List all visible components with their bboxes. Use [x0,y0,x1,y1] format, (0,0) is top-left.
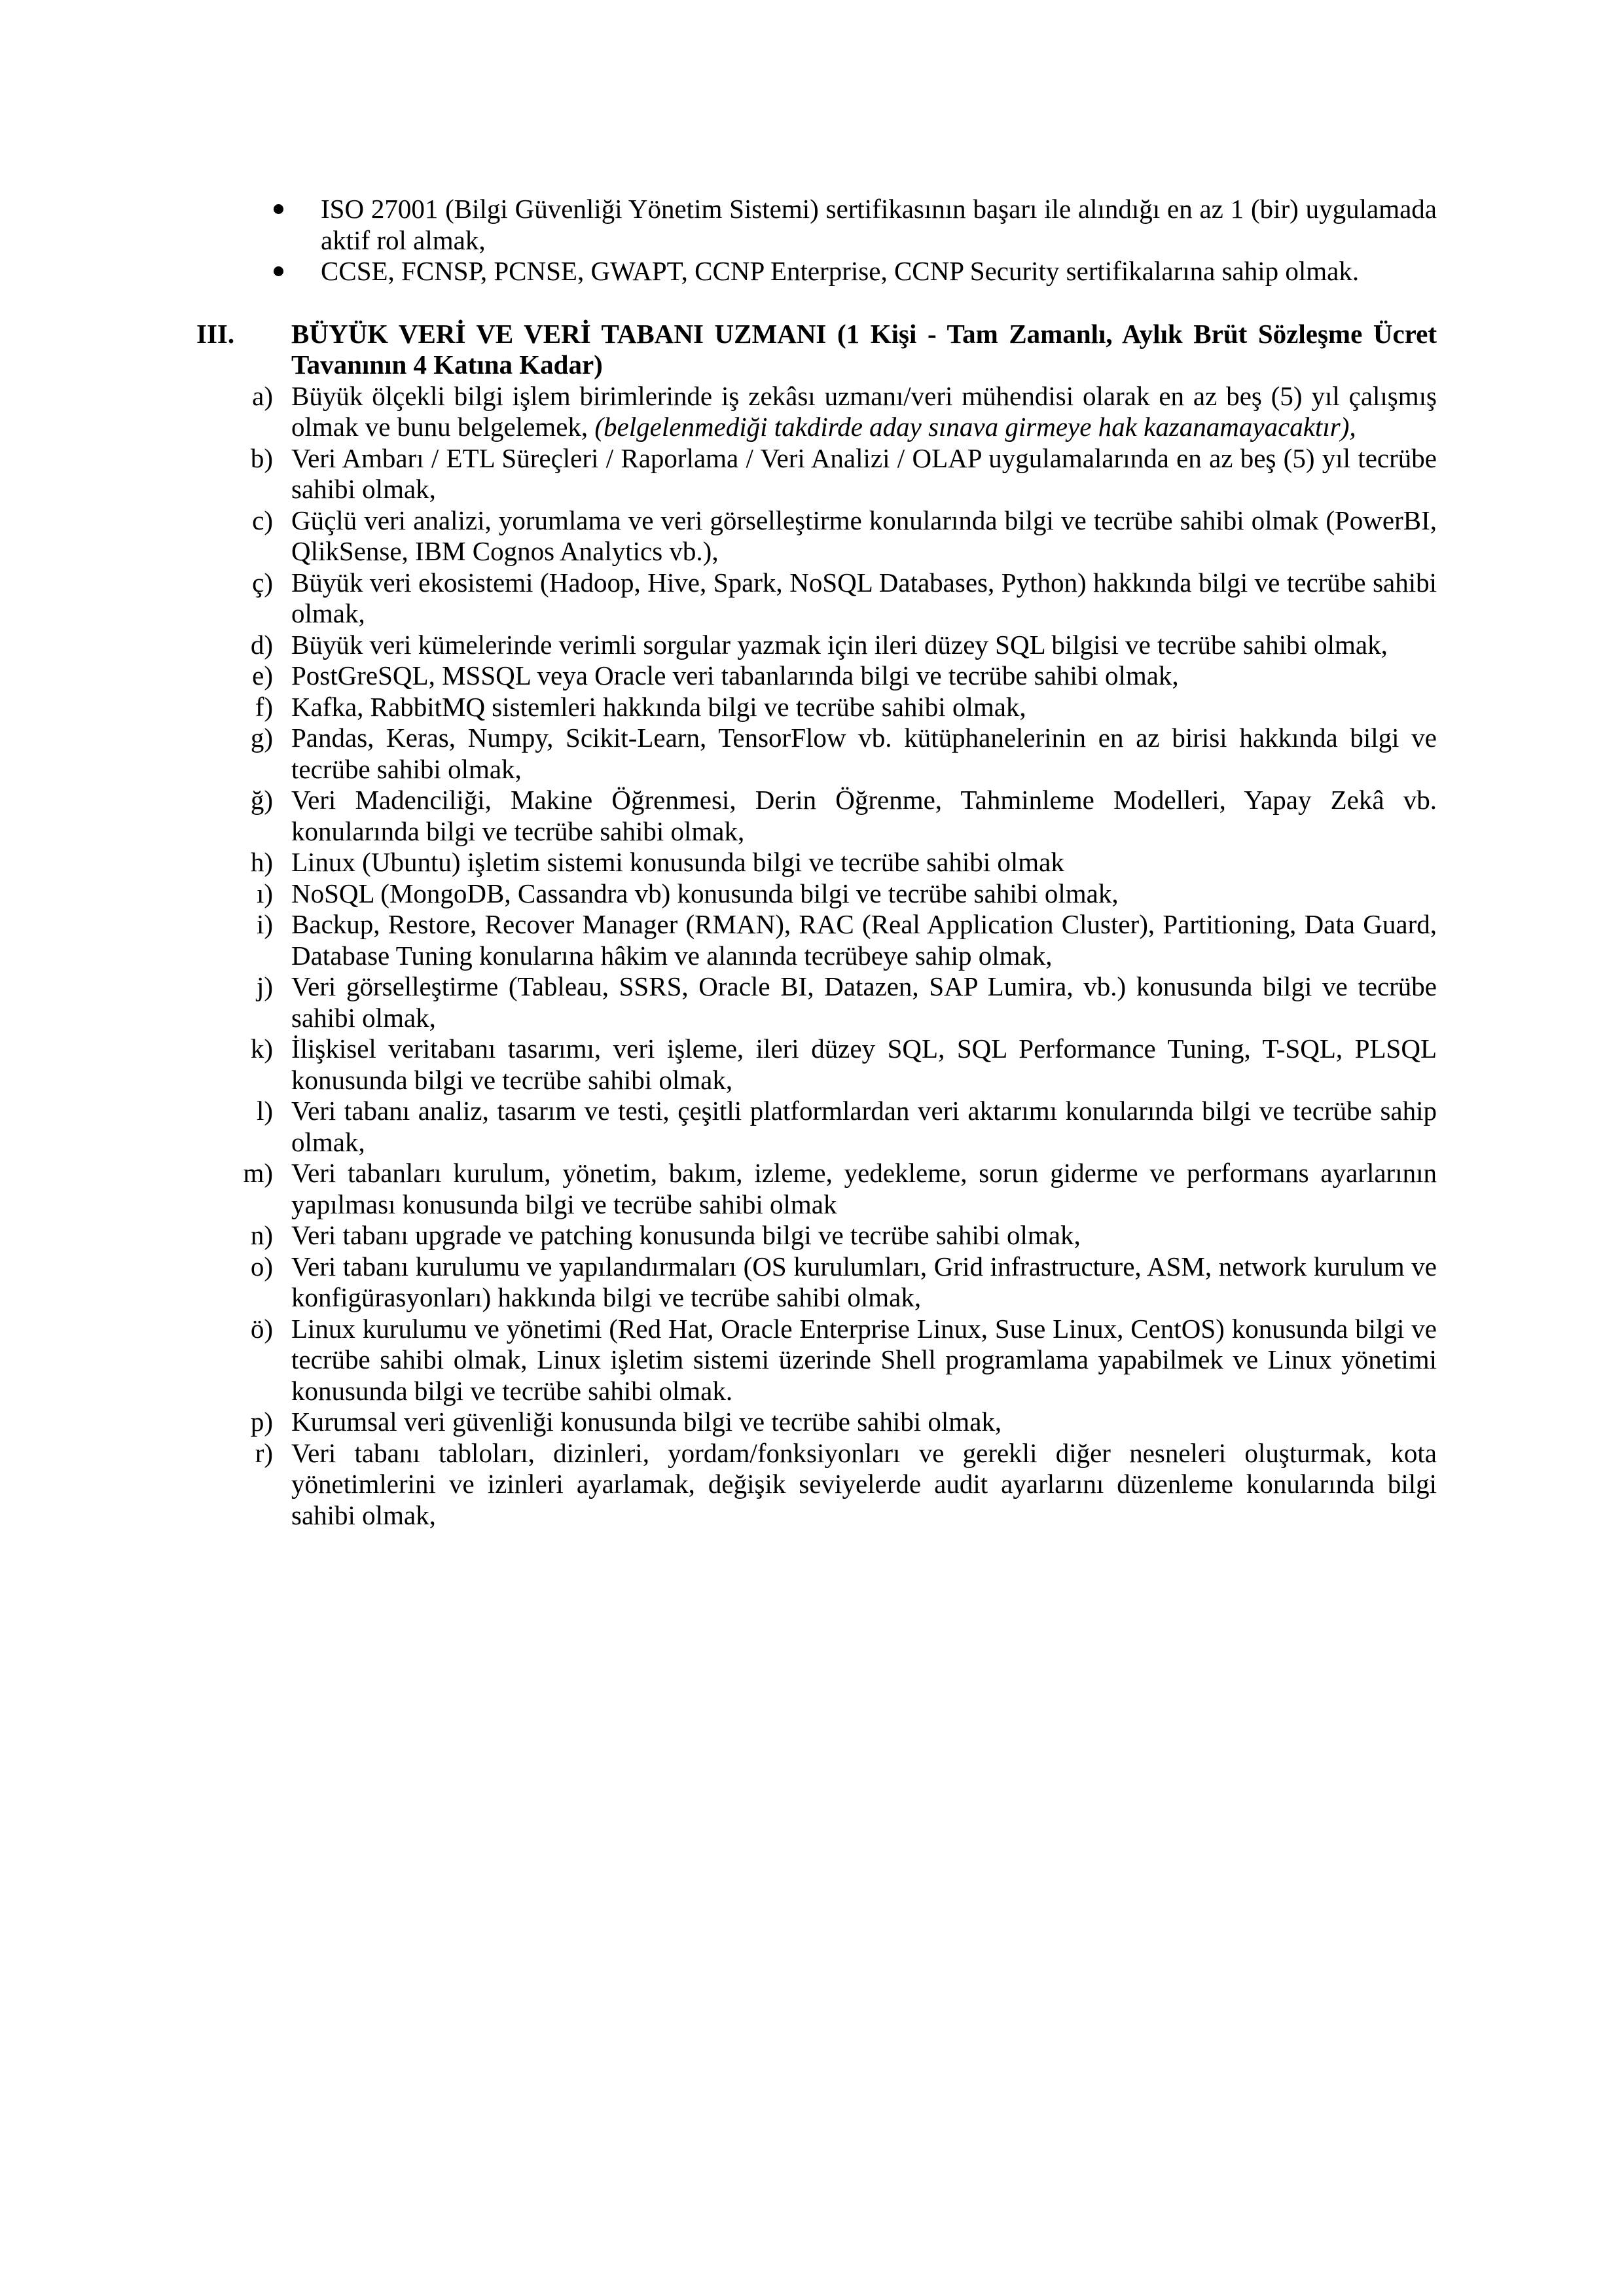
list-item-marker: j) [256,971,273,1001]
list-item-text: PostGreSQL, MSSQL veya Oracle veri tabanlarında bilgi ve tecrübe sahibi olmak, [291,660,1179,691]
list-item-text: Veri tabanları kurulum, yönetim, bakım, izleme, yedekleme, sorun giderme ve performans ayarlarının yapılması konusunda bilgi ve tecrübe sahibi olmak [291,1158,1437,1219]
list-item-marker: ö) [250,1313,273,1344]
list-item-text: Backup, Restore, Recover Manager (RMAN), RAC (Real Application Cluster), Partitioning, Data Guard, Database Tuning konularına hâkim ve alanında tecrübeye sahip olmak, [291,909,1437,971]
list-item-marker: ç) [252,567,273,598]
list-item [196,723,1437,785]
document-content [196,194,1437,1531]
list-item [196,1033,1437,1096]
list-item-marker: k) [250,1033,273,1064]
list-item [196,878,1437,910]
list-item-text: Büyük veri ekosistemi (Hadoop, Hive, Spark, NoSQL Databases, Python) hakkında bilgi ve tecrübe sahibi olmak, [291,567,1437,628]
list-item [196,847,1437,878]
list-item [196,443,1437,505]
list-item-marker: r) [255,1437,273,1468]
list-item [196,971,1437,1033]
list-item-text: Büyük veri kümelerinde verimli sorgular yazmak için ileri düzey SQL bilgisi ve tecrübe sahibi olmak, [291,629,1388,660]
list-item-text: Linux kurulumu ve yönetimi (Red Hat, Oracle Enterprise Linux, Suse Linux, CentOS) konusunda bilgi ve tecrübe sahibi olmak, Linux işletim sistemi üzerinde Shell programlama yapabilmek ve Linux yönetimi konusunda bilgi ve tecrübe sahibi olmak. [291,1313,1437,1406]
list-item-text: Pandas, Keras, Numpy, Scikit-Learn, TensorFlow vb. kütüphanelerinin en az birisi hakkında bilgi ve tecrübe sahibi olmak, [291,723,1437,784]
list-item-text: Veri tabanı kurulumu ve yapılandırmaları (OS kurulumları, Grid infrastructure, ASM, network kurulum ve konfigürasyonları) hakkında bilgi ve tecrübe sahibi olmak, [291,1251,1437,1312]
list-item-marker: ı) [256,878,273,908]
requirements-list [196,381,1437,1532]
list-item-marker: h) [250,847,273,877]
list-item [196,909,1437,971]
bullet-icon [274,204,283,214]
list-item-text: NoSQL (MongoDB, Cassandra vb) konusunda bilgi ve tecrübe sahibi olmak, [291,878,1119,908]
certification-bullet-list [196,194,1437,287]
list-item-text [291,381,1437,443]
list-item-text: Kafka, RabbitMQ sistemleri hakkında bilgi ve tecrübe sahibi olmak, [291,691,1026,722]
list-item-marker: f) [255,691,273,722]
list-item [196,630,1437,661]
list-item [196,1407,1437,1438]
list-item-marker: ğ) [250,785,273,815]
list-item [196,381,1437,443]
list-item-marker: c) [252,505,273,535]
list-item-text: Veri tabanı upgrade ve patching konusunda bilgi ve tecrübe sahibi olmak, [291,1220,1081,1250]
list-item-marker: d) [250,629,273,660]
list-item-text: Kurumsal veri güvenliği konusunda bilgi ve tecrübe sahibi olmak, [291,1407,1002,1437]
list-item [196,194,1437,256]
list-item-marker: b) [250,442,273,473]
list-item [196,692,1437,723]
list-item-marker: n) [250,1220,273,1250]
list-item-text: ISO 27001 (Bilgi Güvenliği Yönetim Sistemi) sertifikasının başarı ile alındığı en az 1 (bir) uygulamada aktif rol almak, [321,194,1437,255]
list-item-marker: e) [252,660,273,691]
list-item [196,785,1437,847]
list-item [196,1438,1437,1532]
list-item-text: Güçlü veri analizi, yorumlama ve veri görselleştirme konularında bilgi ve tecrübe sahibi olmak (PowerBI, QlikSense, IBM Cognos Analytics vb.), [291,505,1437,566]
list-item [196,1314,1437,1407]
list-item-text: İlişkisel veritabanı tasarımı, veri işleme, ileri düzey SQL, SQL Performance Tuning, T-SQL, PLSQL konusunda bilgi ve tecrübe sahibi olmak, [291,1033,1437,1095]
list-item-marker: p) [250,1407,273,1437]
list-item-text-italic: (belgelenmediği takdirde aday sınava girmeye hak kazanamayacaktır), [594,412,1356,442]
list-item [196,256,1437,287]
list-item [196,505,1437,567]
list-item [196,1251,1437,1314]
list-item-text: Linux (Ubuntu) işletim sistemi konusunda bilgi ve tecrübe sahibi olmak [291,847,1064,877]
list-item-marker: m) [243,1158,273,1188]
list-item [196,1220,1437,1251]
list-item [196,567,1437,630]
section-title: BÜYÜK VERİ VE VERİ TABANI UZMANI (1 Kişi - Tam Zamanlı, Aylık Brüt Sözleşme Ücret Tavanının 4 Katına Kadar) [291,318,1437,380]
list-item-text: Veri Madenciliği, Makine Öğrenmesi, Derin Öğrenme, Tahminleme Modelleri, Yapay Zekâ vb. konularında bilgi ve tecrübe sahibi olmak, [291,785,1437,846]
list-item-marker: a) [252,380,273,411]
list-item-text: CCSE, FCNSP, PCNSE, GWAPT, CCNP Enterprise, CCNP Security sertifikalarına sahip olmak. [321,256,1360,286]
list-item-marker: g) [250,723,273,753]
list-item [196,1158,1437,1220]
list-item-text: Veri tabanı tabloları, dizinleri, yordam/fonksiyonları ve gerekli diğer nesneleri oluşturmak, kota yönetimlerini ve izinleri ayarlamak, değişik seviyelerde audit ayarlarını düzenleme konularında bilgi sahibi olmak, [291,1437,1437,1530]
list-item-marker: i) [256,909,273,939]
list-item-text-main: Büyük ölçekli bilgi işlem birimlerinde iş zekâsı uzmanı/veri mühendisi olarak en az beş (5) yıl çalışmış olmak ve bunu belgelemek, [291,380,1437,442]
list-item-marker: l) [256,1096,273,1126]
list-item-text: Veri görselleştirme (Tableau, SSRS, Oracle BI, Datazen, SAP Lumira, vb.) konusunda bilgi ve tecrübe sahibi olmak, [291,971,1437,1033]
list-item [196,660,1437,692]
list-item-text: Veri Ambarı / ETL Süreçleri / Raporlama / Veri Analizi / OLAP uygulamalarında en az beş (5) yıl tecrübe sahibi olmak, [291,442,1437,504]
section-heading [196,319,1437,381]
list-item-marker: o) [250,1251,273,1282]
bullet-icon [274,266,283,276]
section-numeral: III. [196,318,235,349]
list-item-text: Veri tabanı analiz, tasarım ve testi, çeşitli platformlardan veri aktarımı konularında bilgi ve tecrübe sahip olmak, [291,1096,1437,1157]
list-item [196,1096,1437,1158]
